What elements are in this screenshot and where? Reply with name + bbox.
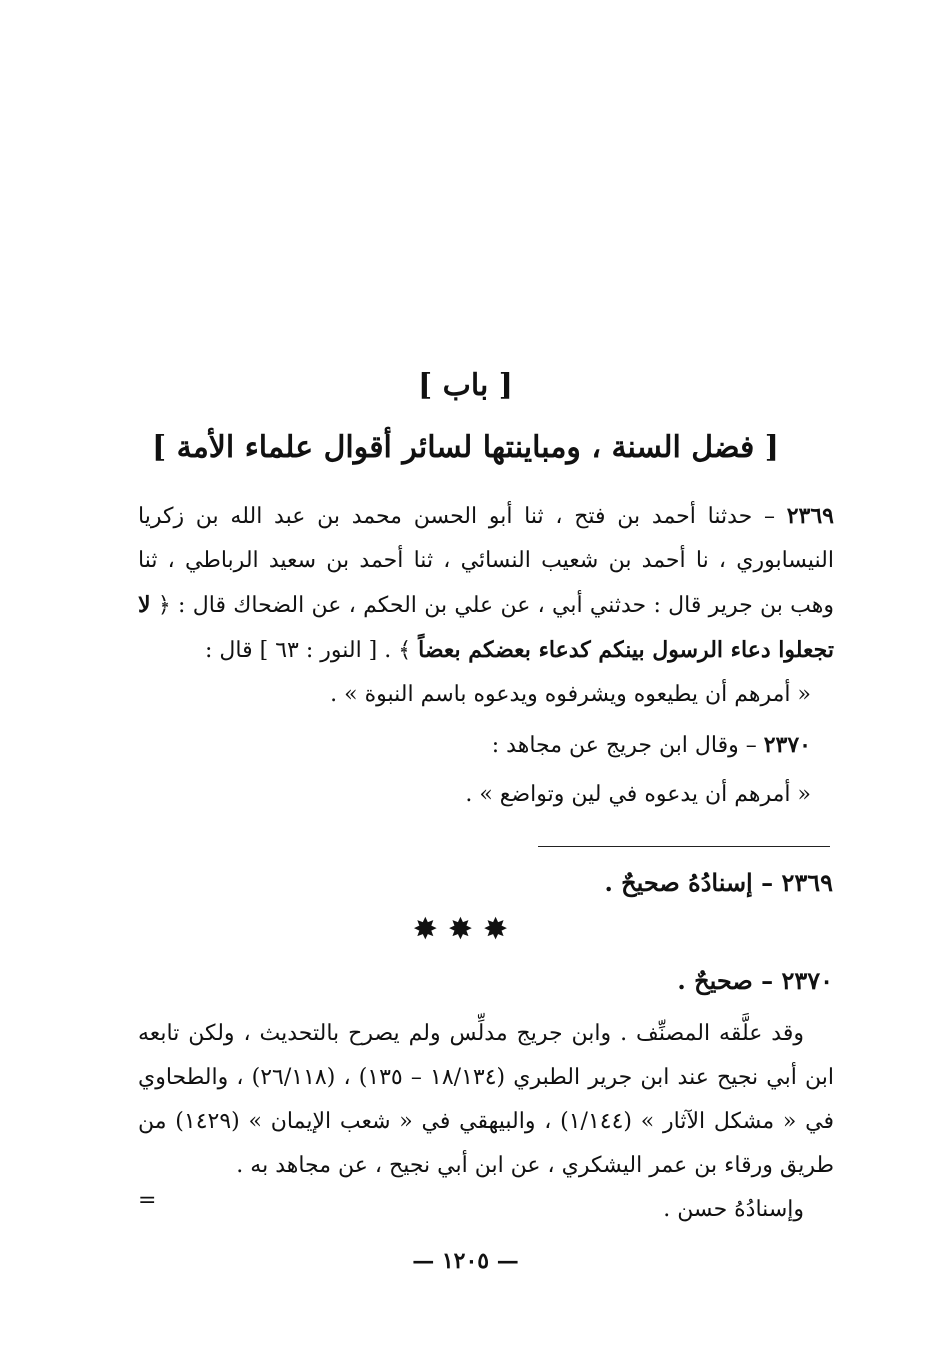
footnote-2370: ٢٣٧٠ – صحيحٌ . (677, 966, 833, 995)
commentary-conclusion: وإسنادُهُ حسن . (663, 1197, 804, 1222)
hadith-2369 (138, 494, 834, 673)
chapter-subtitle: [ فضل السنة ، ومباينتها لسائر أقوال علماء الأمة ] (152, 430, 779, 465)
continuation-mark: = (138, 1188, 157, 1213)
hadith-2369-quote: « أمرهم أن يطيعوه ويشرفوه ويدعوه باسم النبوة » . (330, 682, 811, 707)
star-separator: ✸✸✸ (412, 912, 519, 947)
hadith-text: – وقال ابن جريج عن مجاهد : (491, 733, 764, 758)
hadith-2370 (492, 732, 811, 758)
hadith-number: ٢٣٦٩ (786, 503, 834, 529)
footnote-divider (538, 846, 830, 847)
verse-reference: ﴾ . [ النور : ٦٣ ] قال : (205, 638, 419, 663)
hadith-number: ٢٣٧٠ (763, 732, 811, 758)
footnote-2369: ٢٣٦٩ – إسنادُهُ صحيحٌ . (604, 868, 833, 897)
quran-verse: لا تجعلوا دعاء الرسول بينكم كدعاء بعضكم بعضاً (138, 592, 834, 663)
page-number: — ١٢٠٥ — (412, 1248, 519, 1274)
footnote-commentary (138, 1012, 834, 1232)
chapter-title: [ باب ] (417, 368, 513, 403)
hadith-isnad: – حدثنا أحمد بن فتح ، ثنا أبو الحسن محمد بن عبد الله بن زكريا النيسابوري ، نا أحمد بن شعيب النسائي ، ثنا أحمد بن سعيد الرباطي ، ثنا وهب بن جرير قال : حدثني أبي ، عن علي بن الحكم ، عن الضحاك قال : ﴿ (138, 504, 834, 618)
hadith-2370-quote: « أمرهم أن يدعوه في لين وتواضع » . (465, 782, 811, 807)
commentary-text: وقد علَّقه المصنِّف . وابن جريج مدلِّس ولم يصرح بالتحديث ، ولكن تابعه ابن أبي نجيح عند ابن جرير الطبري (١٨/١٣٤ – ١٣٥) ، (٢٦/١١٨) ، والطحاوي في « مشكل الآثار » (١/١٤٤) ، والبيهقي في « شعب الإيمان » (١٤٢٩) من طريق ورقاء بن عمر اليشكري ، عن ابن أبي نجيح ، عن مجاهد به . (138, 1021, 834, 1178)
